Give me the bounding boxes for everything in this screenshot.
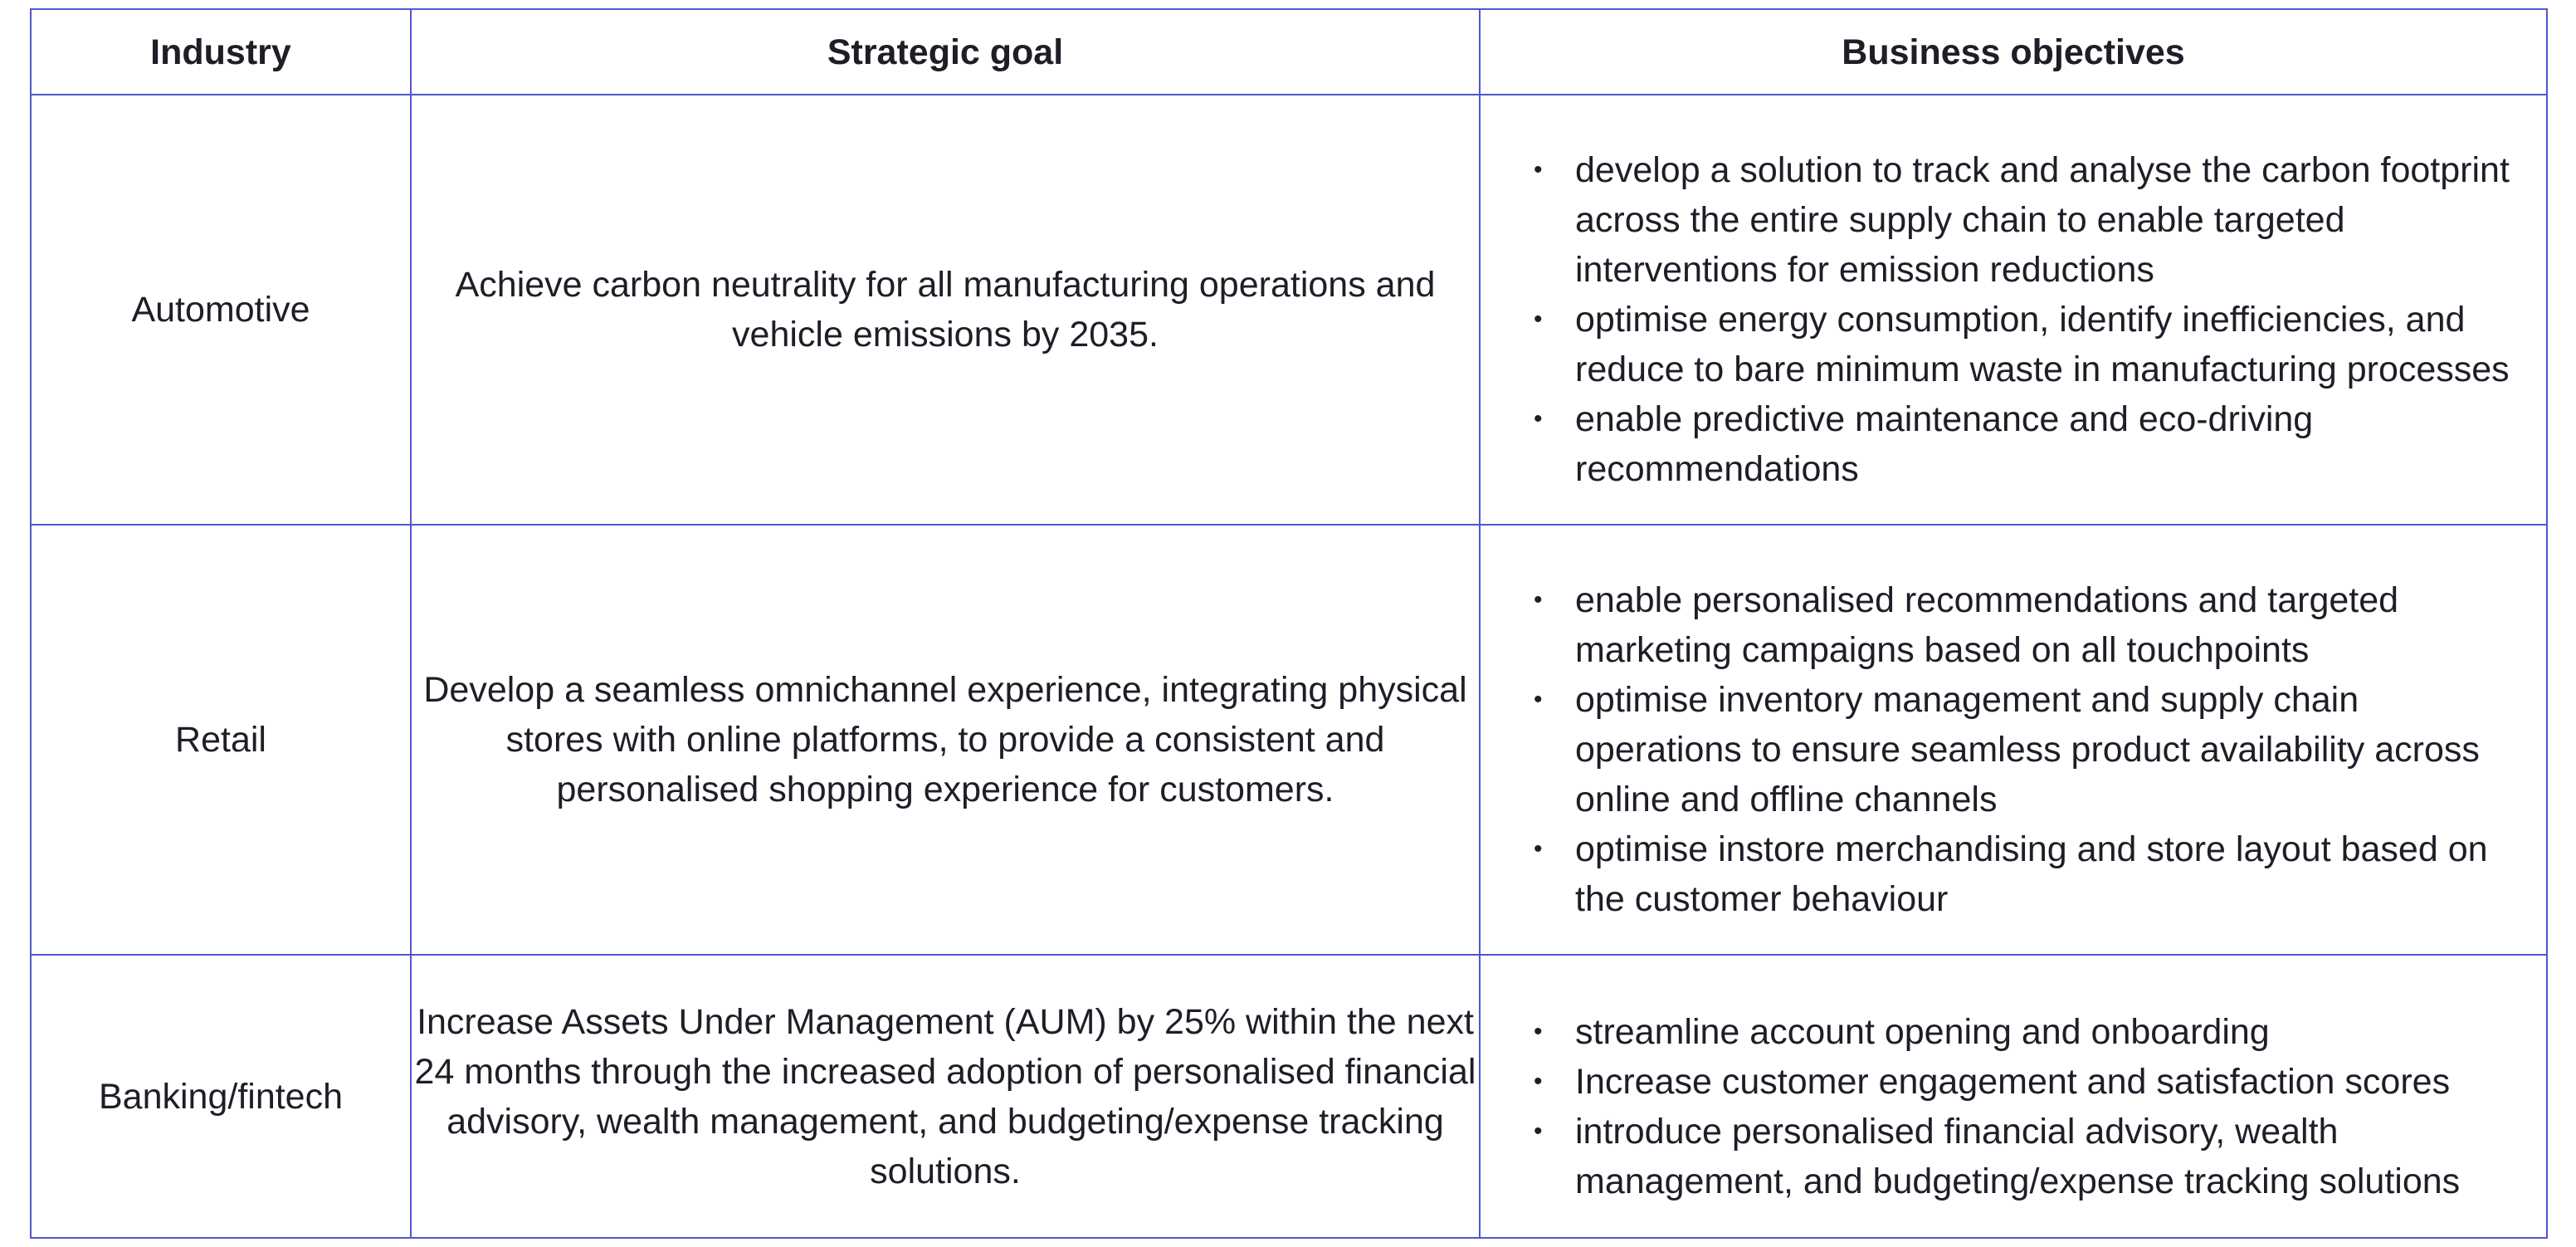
strategic-goal-cell: Develop a seamless omnichannel experience, integrating physical stores with online platforms, to provide a consistent and personalised shopping experience for customers. [411, 525, 1480, 955]
objective-text: enable predictive maintenance and eco-driving recommendations [1575, 399, 2314, 489]
strategic-goal-cell: Achieve carbon neutrality for all manufacturing operations and vehicle emissions by 2035. [411, 95, 1480, 525]
objective-item [1481, 295, 2530, 394]
industry-goals-table [30, 8, 2548, 1239]
table-row-retail [31, 525, 2547, 955]
industry-cell: Banking/fintech [31, 955, 411, 1238]
header-row [31, 9, 2547, 95]
objective-text: streamline account opening and onboarding [1575, 1011, 2270, 1052]
bullet-icon: • [1534, 835, 1543, 863]
objective-item [1481, 1107, 2530, 1206]
objective-item [1481, 675, 2530, 824]
objective-text: optimise inventory management and supply chain operations to ensure seamless product availability across online and offline channels [1575, 680, 2480, 819]
bullet-icon: • [1534, 1117, 1543, 1145]
objective-item [1481, 1057, 2530, 1107]
bullet-icon: • [1534, 586, 1543, 614]
strategic-goal-cell: Increase Assets Under Management (AUM) by 25% within the next 24 months through the increased adoption of personalised financial advisory, wealth management, and budgeting/expense tracking solutions. [411, 955, 1480, 1238]
business-objectives-cell [1480, 95, 2547, 525]
objectives-list [1481, 987, 2546, 1206]
header-industry: Industry [31, 9, 411, 95]
table-row-banking-fintech [31, 955, 2547, 1238]
industry-cell: Automotive [31, 95, 411, 525]
bullet-icon: • [1534, 686, 1543, 713]
objective-text: optimise energy consumption, identify inefficiencies, and reduce to bare minimum waste in manufacturing processes [1575, 300, 2510, 389]
objectives-list [1481, 125, 2546, 494]
bullet-icon: • [1534, 1017, 1543, 1045]
bullet-icon: • [1534, 1067, 1543, 1095]
objective-text: optimise instore merchandising and store layout based on the customer behaviour [1575, 829, 2488, 919]
objective-item [1481, 824, 2530, 924]
objective-item [1481, 145, 2530, 295]
objective-text: enable personalised recommendations and targeted marketing campaigns based on all touchpoints [1575, 580, 2399, 670]
objectives-list [1481, 555, 2546, 924]
industry-cell: Retail [31, 525, 411, 955]
table-row-automotive [31, 95, 2547, 525]
header-strategic-goal: Strategic goal [411, 9, 1480, 95]
objective-item [1481, 575, 2530, 675]
business-objectives-cell [1480, 955, 2547, 1238]
objective-text: introduce personalised financial advisory, wealth management, and budgeting/expense tracking solutions [1575, 1111, 2461, 1201]
objective-item [1481, 1007, 2530, 1057]
bullet-icon: • [1534, 156, 1543, 183]
objective-item [1481, 394, 2530, 494]
header-business-objectives: Business objectives [1480, 9, 2547, 95]
objective-text: develop a solution to track and analyse the carbon footprint across the entire supply chain to enable targeted interventions for emission reductions [1575, 150, 2510, 290]
bullet-icon: • [1534, 306, 1543, 333]
bullet-icon: • [1534, 405, 1543, 433]
business-objectives-cell [1480, 525, 2547, 955]
objective-text: Increase customer engagement and satisfaction scores [1575, 1061, 2451, 1102]
